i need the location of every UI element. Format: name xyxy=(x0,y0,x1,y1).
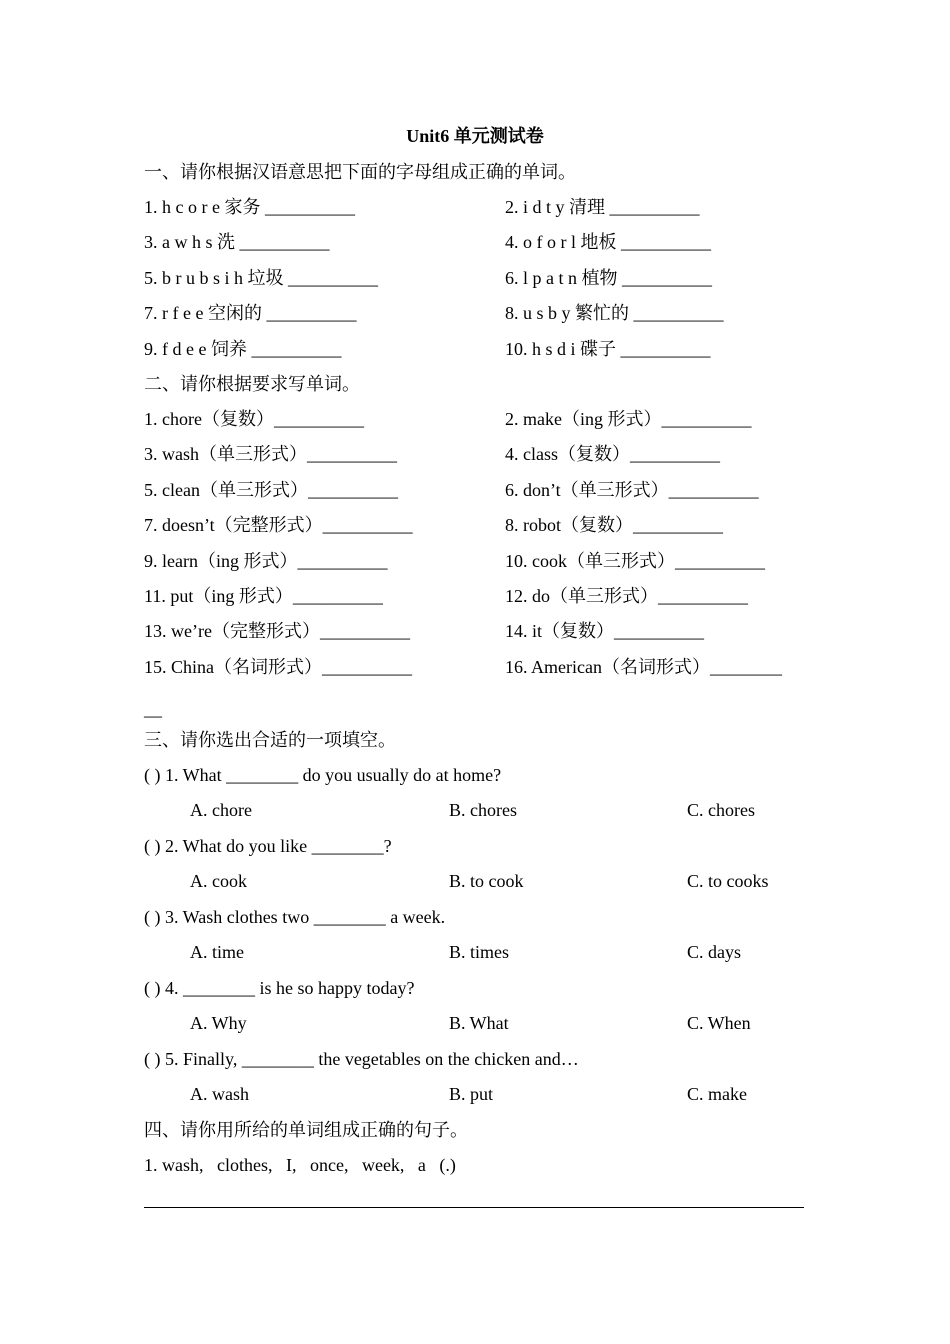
part2-item-10: 10. cook（单三形式）__________ xyxy=(505,551,765,571)
part2-item-3: 3. wash（单三形式）__________ xyxy=(144,444,397,464)
part3-q5-option-a: A. wash xyxy=(190,1084,249,1104)
part4-heading: 四、请你用所给的单词组成正确的句子。 xyxy=(144,1120,468,1140)
part3-q1-option-c: C. chores xyxy=(687,800,755,820)
part2-item-5: 5. clean（单三形式）__________ xyxy=(144,480,398,500)
part1-item-6: 6. l p a t n 植物 __________ xyxy=(505,268,712,288)
part3-q3-option-c: C. days xyxy=(687,942,741,962)
part3-q4-option-c: C. When xyxy=(687,1013,751,1033)
part3-q2-option-c: C. to cooks xyxy=(687,871,769,891)
part3-question-3: ( ) 3. Wash clothes two ________ a week. xyxy=(144,907,446,927)
part1-item-8: 8. u s b y 繁忙的 __________ xyxy=(505,303,724,323)
part3-q1-option-b: B. chores xyxy=(449,800,517,820)
part3-q1-option-a: A. chore xyxy=(190,800,252,820)
part2-item-13: 13. we’re（完整形式）__________ xyxy=(144,621,410,641)
part3-q5-option-b: B. put xyxy=(449,1084,494,1104)
part2-item-2: 2. make（ing 形式）__________ xyxy=(505,409,752,429)
part3-question-5: ( ) 5. Finally, ________ the vegetables on the chicken and… xyxy=(144,1049,579,1069)
part2-item-6: 6. don’t（单三形式）__________ xyxy=(505,480,759,500)
part2-item-16: 16. American（名词形式）________ xyxy=(505,657,782,677)
part1-heading: 一、请你根据汉语意思把下面的字母组成正确的单词。 xyxy=(144,162,576,182)
part2-item-11: 11. put（ing 形式）__________ xyxy=(144,586,383,606)
part3-q4-option-a: A. Why xyxy=(190,1013,247,1033)
page-title: Unit6 单元测试卷 xyxy=(406,126,544,146)
part4-answer-line xyxy=(144,1207,804,1208)
part2-heading: 二、请你根据要求写单词。 xyxy=(144,374,360,394)
part2-item-7: 7. doesn’t（完整形式）__________ xyxy=(144,515,413,535)
part1-item-4: 4. o f o r l 地板 __________ xyxy=(505,232,711,252)
part1-item-7: 7. r f e e 空闲的 __________ xyxy=(144,303,357,323)
part3-q2-option-a: A. cook xyxy=(190,871,247,891)
part2-item-1: 1. chore（复数）__________ xyxy=(144,409,364,429)
part1-item-10: 10. h s d i 碟子 __________ xyxy=(505,339,711,359)
part1-item-9: 9. f d e e 饲养 __________ xyxy=(144,339,342,359)
part2-item-12: 12. do（单三形式）__________ xyxy=(505,586,748,606)
part3-q2-option-b: B. to cook xyxy=(449,871,524,891)
part3-q4-option-b: B. What xyxy=(449,1013,509,1033)
part2-wrap-line: __ xyxy=(144,699,162,719)
part3-question-2: ( ) 2. What do you like ________? xyxy=(144,836,392,856)
part3-question-1: ( ) 1. What ________ do you usually do at home? xyxy=(144,765,502,785)
part1-item-2: 2. i d t y 清理 __________ xyxy=(505,197,700,217)
part2-item-14: 14. it（复数）__________ xyxy=(505,621,705,641)
part1-item-3: 3. a w h s 洗 __________ xyxy=(144,232,330,252)
part3-q5-option-c: C. make xyxy=(687,1084,747,1104)
part3-question-4: ( ) 4. ________ is he so happy today? xyxy=(144,978,415,998)
part2-item-4: 4. class（复数）__________ xyxy=(505,444,720,464)
part2-item-15: 15. China（名词形式）__________ xyxy=(144,657,412,677)
part3-heading: 三、请你选出合适的一项填空。 xyxy=(144,730,396,750)
part3-q3-option-a: A. time xyxy=(190,942,244,962)
part2-item-9: 9. learn（ing 形式）__________ xyxy=(144,551,388,571)
part3-q3-option-b: B. times xyxy=(449,942,510,962)
part1-item-5: 5. b r u b s i h 垃圾 __________ xyxy=(144,268,378,288)
part4-item-1: 1. wash, clothes, I, once, week, a (.) xyxy=(144,1155,456,1175)
part2-item-8: 8. robot（复数）__________ xyxy=(505,515,723,535)
part1-item-1: 1. h c o r e 家务 __________ xyxy=(144,197,355,217)
